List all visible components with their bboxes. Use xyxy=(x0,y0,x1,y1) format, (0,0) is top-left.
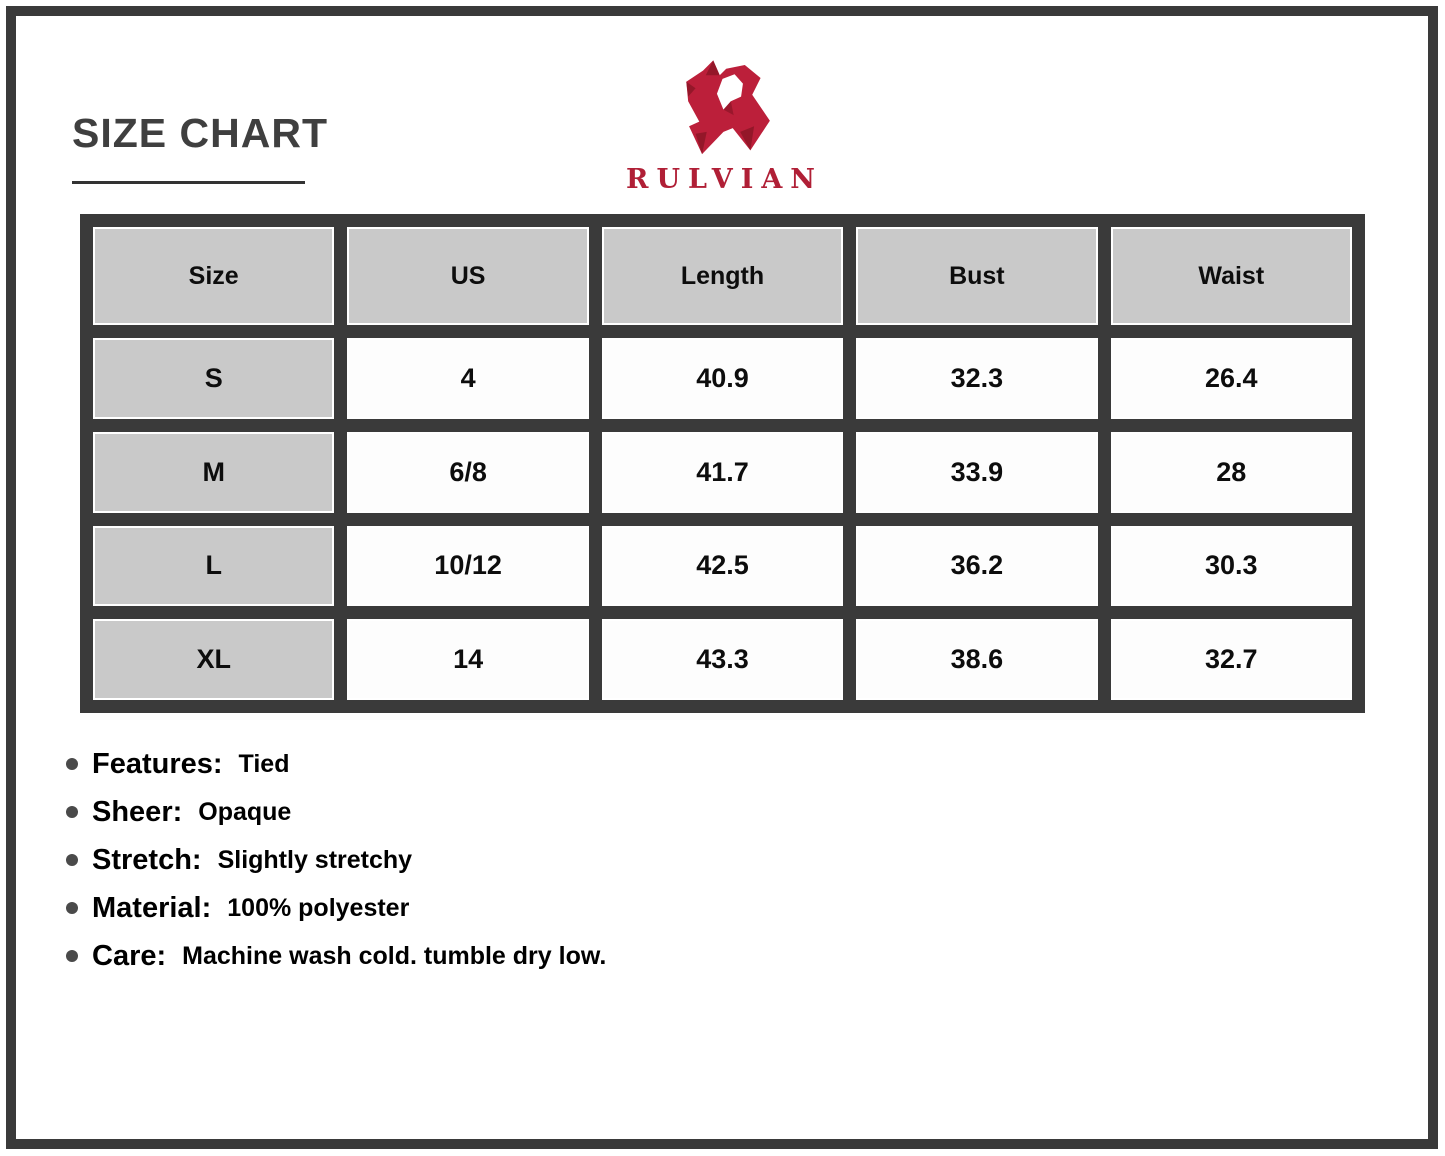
bullet-icon xyxy=(66,854,78,866)
detail-label: Material: xyxy=(92,891,212,924)
brand-name: RULVIAN xyxy=(626,164,823,195)
title-underline xyxy=(72,181,305,184)
table-cell: 32.3 xyxy=(856,338,1097,419)
table-cell: 10/12 xyxy=(347,526,588,607)
row-label-xl: XL xyxy=(93,619,334,700)
bullet-icon xyxy=(66,806,78,818)
table-cell: 6/8 xyxy=(347,432,588,513)
detail-item-stretch xyxy=(66,844,606,876)
table-header-row xyxy=(93,227,1352,325)
table-cell: 42.5 xyxy=(602,526,843,607)
brand-logo xyxy=(622,46,823,195)
detail-item-care xyxy=(66,940,606,972)
detail-label: Sheer: xyxy=(92,795,183,828)
row-label-l: L xyxy=(93,526,334,607)
table-row-xl xyxy=(93,619,1352,700)
detail-value: Slightly stretchy xyxy=(217,845,413,874)
brand-r-mark-icon xyxy=(670,46,774,162)
table-cell: 26.4 xyxy=(1111,338,1352,419)
table-cell: 32.7 xyxy=(1111,619,1352,700)
table-cell: 4 xyxy=(347,338,588,419)
bullet-icon xyxy=(66,950,78,962)
row-label-s: S xyxy=(93,338,334,419)
table-cell: 40.9 xyxy=(602,338,843,419)
detail-label: Care: xyxy=(92,939,167,972)
detail-item-material xyxy=(66,892,606,924)
table-row-s xyxy=(93,338,1352,419)
row-label-m: M xyxy=(93,432,334,513)
detail-item-features xyxy=(66,748,606,780)
table-cell: 36.2 xyxy=(856,526,1097,607)
detail-label: Stretch: xyxy=(92,843,202,876)
column-header-size: Size xyxy=(93,227,334,325)
detail-item-sheer xyxy=(66,796,606,828)
detail-value: Machine wash cold. tumble dry low. xyxy=(182,941,607,970)
bullet-icon xyxy=(66,902,78,914)
column-header-length: Length xyxy=(602,227,843,325)
table-row-m xyxy=(93,432,1352,513)
table-row-l xyxy=(93,526,1352,607)
table-cell: 28 xyxy=(1111,432,1352,513)
table-cell: 30.3 xyxy=(1111,526,1352,607)
detail-value: Opaque xyxy=(198,797,292,826)
table-cell: 14 xyxy=(347,619,588,700)
table-cell: 38.6 xyxy=(856,619,1097,700)
bullet-icon xyxy=(66,758,78,770)
detail-value: 100% polyester xyxy=(227,893,410,922)
size-chart-table xyxy=(80,214,1365,713)
table-cell: 33.9 xyxy=(856,432,1097,513)
detail-label: Features: xyxy=(92,747,223,780)
product-details-list xyxy=(66,748,606,988)
page-title: SIZE CHART xyxy=(72,110,328,156)
column-header-waist: Waist xyxy=(1111,227,1352,325)
detail-value: Tied xyxy=(238,749,290,778)
table-cell: 43.3 xyxy=(602,619,843,700)
column-header-us: US xyxy=(347,227,588,325)
table-cell: 41.7 xyxy=(602,432,843,513)
column-header-bust: Bust xyxy=(856,227,1097,325)
